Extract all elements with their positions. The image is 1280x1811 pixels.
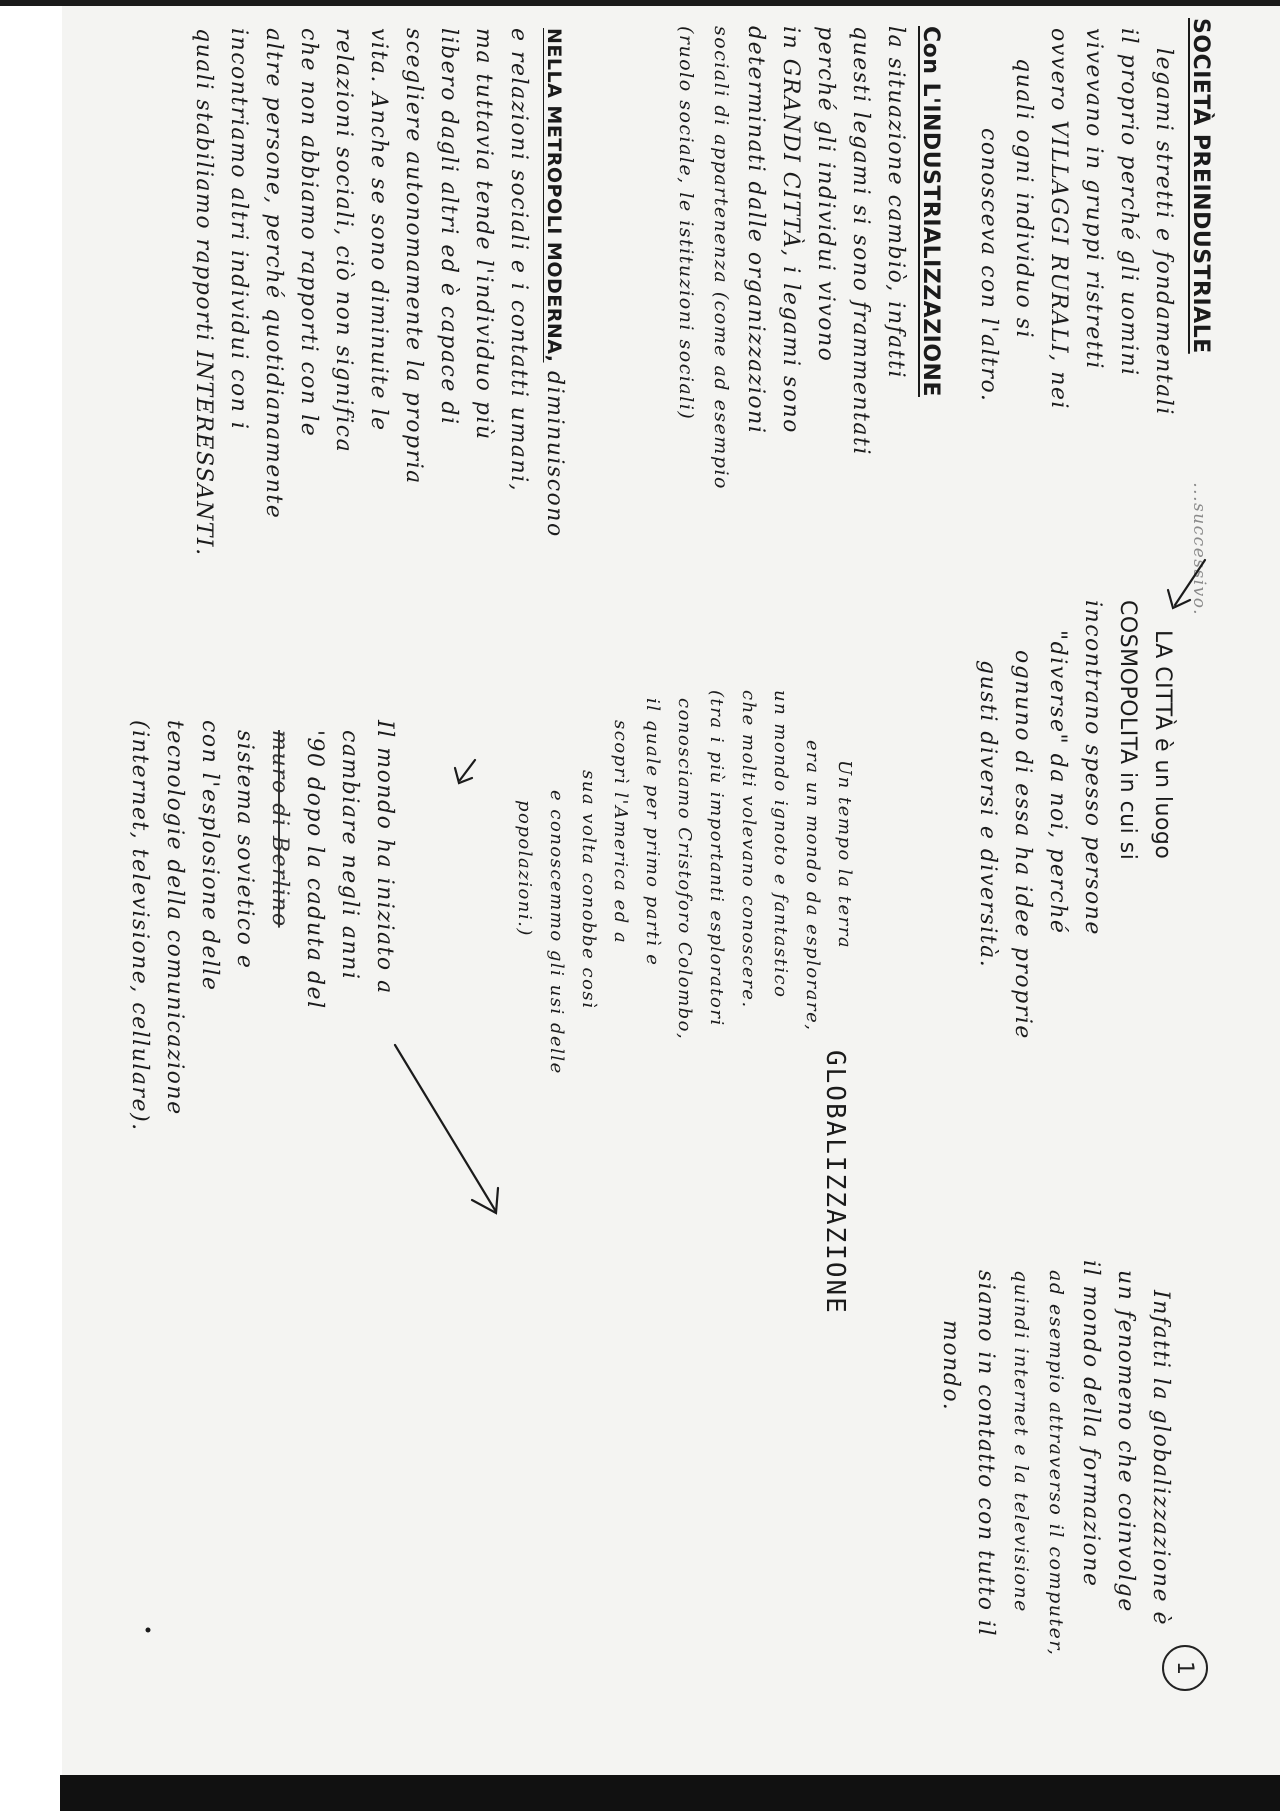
metropoli-line: e relazioni sociali e i contatti umani, [506,28,531,493]
citta-line: COSMOPOLITA in cui si [1115,600,1140,861]
intro-line: legami stretti e fondamentali [1151,48,1176,416]
metropoli-line: vita. Anche se sono diminuite le [366,28,391,432]
globalizzazione-line: il mondo della formazione [1078,1260,1103,1588]
citta-line: "diverse" da noi, perché [1045,630,1070,935]
tempo-line: era un mondo da esplorare, [802,740,823,1032]
intro-line: conosceva con l'altro. [976,128,1001,403]
mondo-line: '90 dopo la caduta del [302,730,327,1010]
arrow-to-mondo [460,760,475,780]
tempo-line: scoprì l'America ed a [610,720,631,945]
metropoli-line: quali stabiliamo rapporti INTERESSANTI. [191,28,216,557]
metropoli-heading: NELLA METROPOLI MODERNA, [543,28,565,363]
citta-line: incontrano spesso persone [1080,600,1105,936]
globalizzazione-line: ad esempio attraverso il computer, [1045,1270,1067,1657]
intro-line: il proprio perché gli uomini [1116,28,1141,377]
globalizzazione-line: Infatti la globalizzazione è [1148,1290,1173,1626]
citta-line: gusti diversi e diversità. [975,660,1000,969]
industrializzazione-line: (ruolo sociale, le istituzioni sociali) [675,26,697,421]
tempo-line: conosciamo Cristoforo Colombo, [674,698,695,1041]
globalizzazione-line: mondo. [938,1320,963,1412]
metropoli-line: scegliere autonomamente la propria [401,28,426,485]
metropoli-line: relazioni sociali, ciò non significa [331,28,356,454]
mondo-line: muro di Berlino [267,730,292,928]
globalizzazione-line: siamo in contatto con tutto il [973,1270,998,1638]
intro-faint-note: ...successivo. [1189,482,1209,617]
tempo-line: Un tempo la terra [834,760,855,950]
arrow-to-citta [1175,560,1205,605]
intro-line: quali ogni individuo si [1011,58,1036,340]
intro-line: vivevano in gruppi ristretti [1081,28,1106,370]
metropoli-first-line: diminuiscono [542,371,567,538]
metropoli-line: libero dagli altri ed è capace di [436,28,461,426]
mondo-line: tecnologie della comunicazione [162,720,187,1116]
mondo-line: Il mondo ha iniziato a [372,720,397,995]
globalizzazione-line: un fenomeno che coinvolge [1113,1270,1138,1613]
mondo-line: (internet, televisione, cellulare). [127,720,152,1132]
tempo-line: sua volta conobbe così [578,770,599,1010]
scan-edge-bottom [60,1775,1280,1811]
industrializzazione-line: la situazione cambiò, infatti [883,26,908,379]
industrializzazione-line: determinati dalle organizzazioni [743,26,768,435]
industrializzazione-line: questi legami si sono frammentati [848,26,873,456]
ink-dot [146,1628,151,1633]
tempo-line: e conoscemmo gli usi delle [546,790,567,1075]
tempo-line: il quale per primo partì e [642,698,663,967]
citta-line: LA CITTÀ è un luogo [1150,630,1175,860]
tempo-line: popolazioni.) [514,800,535,937]
globalizzazione-line: quindi internet e la televisione [1010,1270,1032,1613]
metropoli-line: incontriamo altri individui con i [226,28,251,431]
metropoli-line: altre persone, perché quotidianamente [261,28,286,520]
mondo-line: con l'esplosione delle [197,720,222,992]
tempo-line: (tra i più importanti esploratori [706,690,727,1027]
industrializzazione-heading: Con L'INDUSTRIALIZZAZIONE [918,26,943,397]
tempo-line: che molti volevano conoscere. [738,690,759,1009]
industrializzazione-line: perché gli individui vivono [813,26,838,363]
metropoli-line: che non abbiamo rapporti con le [296,28,321,438]
intro-heading: SOCIETÀ PREINDUSTRIALE [1188,18,1213,354]
arrow-to-globalizzazione [395,1045,495,1210]
industrializzazione-line: in GRANDI CITTÀ, i legami sono [778,26,803,434]
globalizzazione-title: GLOBALIZZAZIONE [820,1050,850,1315]
intro-line: ovvero VILLAGGI RURALI, nei [1046,28,1071,410]
tempo-line: un mondo ignoto e fantastico [770,690,791,999]
page-number: 1 [1162,1645,1208,1691]
industrializzazione-line: sociali di appartenenza (come ad esempio [710,26,732,491]
metropoli-line: ma tuttavia tende l'individuo più [471,28,496,441]
mondo-line: sistema sovietico e [232,730,257,970]
mondo-line: cambiare negli anni [337,730,362,981]
citta-line: ognuno di essa ha idee proprie [1010,650,1035,1040]
